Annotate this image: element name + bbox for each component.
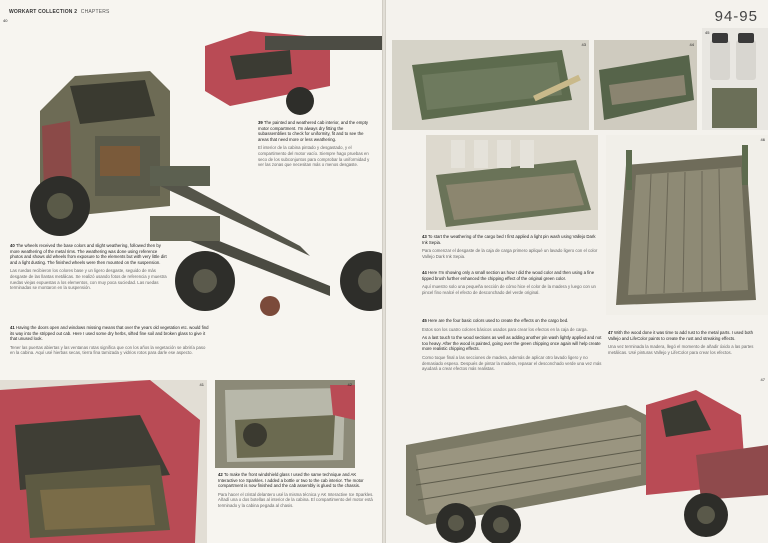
photo-43-cargo-bed xyxy=(392,40,589,130)
caption-number: 44 xyxy=(422,270,427,275)
caption-40 xyxy=(10,243,170,291)
caption-45 xyxy=(422,318,602,372)
photo-47-finished-truck xyxy=(396,375,768,543)
page-numbers: 94-95 xyxy=(714,8,758,25)
photo-number: 40 xyxy=(3,18,8,23)
chipping-illustration xyxy=(594,40,697,130)
right-page xyxy=(386,0,768,543)
photo-42-windshield xyxy=(215,380,355,468)
photo-number: 46 xyxy=(760,137,765,142)
photo-number: 41 xyxy=(199,382,204,387)
photo-46-cargo-bed-wood xyxy=(606,135,768,315)
caption-text: Here I'm showing only a small section as how I did the wood color and then using a fine tipped brush further enhanced the chipping effect of the original green color. xyxy=(422,270,595,281)
caption-number: 41 xyxy=(10,325,15,330)
paint-bottles-illustration xyxy=(702,28,768,130)
caption-number: 47 xyxy=(608,330,613,335)
finished-truck-illustration xyxy=(396,375,768,543)
caption-number: 43 xyxy=(422,234,427,239)
caption-47 xyxy=(608,330,764,355)
caption-41 xyxy=(10,325,210,356)
caption-text-es: Para comenzar el desgaste de la caja de carga primero apliqué un lavado ligero con el color Vallejo Dark Ink Sepia. xyxy=(422,248,598,259)
caption-text: Having the doors open and windows missing means that over the years old vegetation etc. would find its way into the stripped out cab. Here I used some dry herbs, sifted fine soil and broken glass to give it that unused look. xyxy=(10,325,209,342)
caption-text: To start the weathering of the cargo bed I first applied a light pin wash using Vallejo Dark Ink Sepia. xyxy=(422,234,596,245)
photo-44-chipping xyxy=(594,40,697,130)
collection-title: WORKART COLLECTION xyxy=(9,9,73,15)
caption-text: Here are the four basic colors used to create the effects on the cargo bed. xyxy=(427,318,569,323)
photo-number: 44 xyxy=(689,42,694,47)
caption-text-es: Aquí muestro solo una pequeña sección de cómo hice el color de la madera y luego con un pincel fino realcé el efecto de desconchado del verde original. xyxy=(422,284,596,295)
caption-44 xyxy=(422,270,602,295)
caption-39 xyxy=(258,120,370,168)
caption-text-es: Estos son los cuatro colores básicos usados para crear los efectos en la caja de carga. xyxy=(422,326,588,332)
caption-number: 42 xyxy=(218,472,223,477)
caption-text-es: El interior de la cabina pintado y desgastado, y el compartimento del motor vacío. Siempre hago pruebas en seco de los subconjuntos para comprobar la uniformidad y ver las zonas que necesitan más o menos desgaste. xyxy=(258,145,370,168)
caption-text-es: Para hacer el cristal delantero usé la misma técnica y AK Interactive Ice Sparkles. Añadí una o dos botellas al interior de la cabina. El compartimento del motor está terminado y la cabina pegada al chasis. xyxy=(218,491,374,508)
caption-number: 45 xyxy=(422,318,427,323)
windshield-illustration xyxy=(215,380,355,468)
photo-cargo-bed-paints xyxy=(426,135,598,230)
caption-number: 39 xyxy=(258,120,263,125)
caption-text-es: Una vez terminada la madera, llegó el momento de añadir óxido a las partes metálicas. Usé pinturas Vallejo y LifeColor para crear los efectos. xyxy=(608,344,754,355)
left-page xyxy=(0,0,382,543)
caption-text-es: Las ruedas recibieron los colores base y un ligero desgaste, seguido de más desgaste de las llantas metálicas. Se realizó usando fotos de referencia y muestra ruedas viejas expuestas a los elementos, con muy poca suciedad. Las ruedas terminadas se montaron en la suspensión. xyxy=(10,268,167,291)
photo-45-paints xyxy=(702,28,768,130)
photo-number: 47 xyxy=(760,377,765,382)
photo-number: 42 xyxy=(347,382,352,387)
caption-text: The painted and weathered cab interior, and the empty motor compartment. I'm always dry fitting the subassemblies to check for uniformity, fit and to see the areas that need more or less weathering. xyxy=(258,120,369,142)
photo-41-cab-vegetation xyxy=(0,380,207,543)
cargo-bed-paints-illustration xyxy=(426,135,598,230)
caption-text: With the wood done it was time to add rust to the metal parts. I used both Vallejo and LifeColor paints to create the rust and streaking effects. xyxy=(608,330,753,341)
chapter-label: CHAPTERS xyxy=(80,9,110,15)
caption-text-es-2: Como toque final a las secciones de madera, además de aplicar otro lavado ligero y no demasiado espeso. Después de pintar la madera, repasar el desconchado verde una vez más ayudará a crear efectos más realistas. xyxy=(422,354,602,372)
caption-42 xyxy=(218,472,376,509)
photo-number: 45 xyxy=(705,30,710,35)
collection-number: 2 xyxy=(74,9,78,15)
cab-vegetation-illustration xyxy=(0,380,207,543)
caption-number: 40 xyxy=(10,243,15,248)
caption-43 xyxy=(422,234,602,259)
caption-text-es: Tener las puertas abiertas y las ventanas rotas significa que con los años la vegetación se abriría paso en la cabina. Aquí usé hierbas secas, tierra fina tamizada y vidrios rotos para darle ese aspecto. xyxy=(10,344,206,356)
caption-text: The wheels received the base colors and slight weathering, followed then by more weathering of the metal rims. The weathering was done using reference photos and shows old wheels from exposure to the elements but with very little dirt and a light dusting. The finished wheels were then mounted on the suspension. xyxy=(10,243,167,265)
running-header xyxy=(9,9,110,15)
cargo-bed-wood-illustration xyxy=(606,135,768,315)
photo-number: 43 xyxy=(581,42,586,47)
cargo-bed-wash-illustration xyxy=(392,40,589,130)
caption-text: To make the front windshield glass I used the same technique and AK Interactive Ice Sparkles. I added a bottle or two to the cab interior. The motor compartment is now finished and the cab assembly is glued to the chassis. xyxy=(218,472,364,489)
caption-text-2: As a last touch to the wood sections as well as adding another pin wash lightly applied and not too heavy. After the wood is painted, going over the green chipping once again will help create more realistic chipping effects. xyxy=(422,335,602,352)
